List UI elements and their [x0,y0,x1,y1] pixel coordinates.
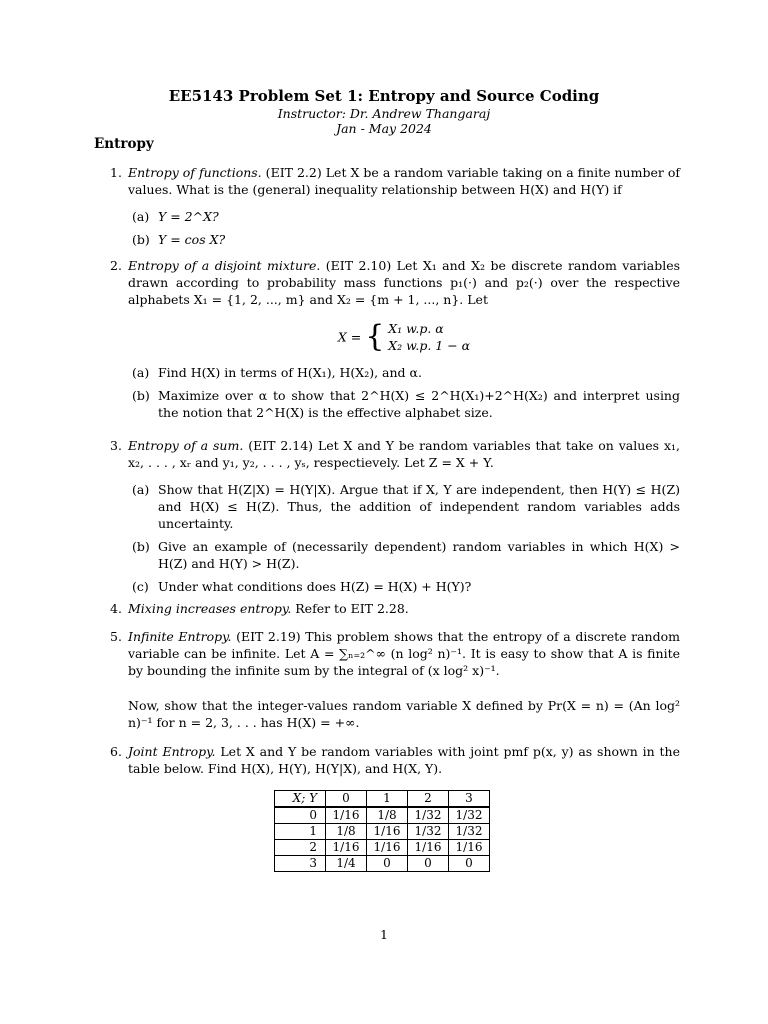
table-row [275,856,490,872]
table-cell: 1/8 [326,824,367,840]
part-text: Show that H(Z|X) = H(Y|X). Argue that if X, Y are independent, then H(Y) ≤ H(Z) and H(X) ≤ H(Z). Thus, the addition of independent random variables adds uncertainty. [158,482,680,531]
table-cell: 1/16 [449,840,490,856]
document-title: EE5143 Problem Set 1: Entropy and Source Coding [168,87,600,105]
table-cell: 1/32 [449,824,490,840]
table-row [275,840,490,856]
brace-icon: { [365,319,385,354]
problem-title: Joint Entropy. [128,744,216,759]
problem-part [128,387,680,421]
problem-text: (EIT 2.10) Let X₁ and X₂ be discrete random variables drawn according to probability mass functions p₁(·) and p₂(·) over the respective alphabets X₁ = {1, 2, ..., m} and X₂ = {m + 1, ..., n}. Let [128,258,681,307]
part-text: Y = cos X? [158,232,226,247]
part-text: Give an example of (necessarily dependent) random variables in which H(X) > H(Z) and H(Y) > H(Z). [158,539,680,571]
problem-5 [112,628,680,731]
problem-title: Entropy of a disjoint mixture. [128,258,321,273]
part-text: Y = 2^X? [158,209,219,224]
problem-6 [112,743,680,777]
part-text: Maximize over α to show that 2^H(X) ≤ 2^H(X₁)+2^H(X₂) and interpret using the notion that 2^H(X) is the effective alphabet size. [158,388,680,420]
problem-part [128,208,680,225]
problem-text: Refer to EIT 2.28. [291,601,409,616]
table-row [275,824,490,840]
part-label: (b) [132,539,150,554]
table-corner-cell: X; Y [275,791,326,808]
table-column-header: 1 [367,791,408,808]
problem-4 [112,600,680,617]
piecewise-equation [128,320,680,354]
table-header-row [275,791,490,808]
table-cell: 0 [408,856,449,872]
table-row-header: 3 [275,856,326,872]
term-line: Jan - May 2024 [336,121,432,136]
problem-title: Infinite Entropy. [128,629,232,644]
problem-title: Entropy of functions. [128,165,262,180]
problem-number: 3. [110,438,122,453]
problem-2 [112,257,680,421]
table-row-header: 2 [275,840,326,856]
problem-3 [112,437,680,595]
problem-part [128,578,680,595]
part-label: (a) [132,482,150,497]
table-cell: 0 [367,856,408,872]
part-label: (c) [132,579,149,594]
problem-number: 2. [110,258,122,273]
table-cell: 1/16 [367,840,408,856]
problem-part [128,538,680,572]
page-number: 1 [380,927,388,942]
problem-1 [112,164,680,248]
problem-part [128,481,680,532]
table-cell: 1/16 [408,840,449,856]
problem-text: Let X and Y be random variables with joint pmf p(x, y) as shown in the table below. Find H(X), H(Y), H(Y|X), and H(X, Y). [128,744,680,776]
table-cell: 1/32 [408,824,449,840]
table-cell: 1/8 [367,807,408,824]
table-column-header: 3 [449,791,490,808]
problem-number: 1. [110,165,122,180]
equation-lhs: X = [337,329,362,345]
problem-title: Mixing increases entropy. [128,601,292,616]
equation-case-2: X₂ w.p. 1 − α [388,338,471,353]
table-cell: 1/32 [408,807,449,824]
part-label: (a) [132,209,150,224]
problem-text-continued: Now, show that the integer-values random variable X defined by Pr(X = n) = (An log² n)⁻¹ for n = 2, 3, . . . has H(X) = +∞. [128,698,680,730]
problem-text: (EIT 2.19) This problem shows that the entropy of a discrete random variable can be infinite. Let A = ∑ₙ₌₂^∞ (n log² n)⁻¹. It is easy to show that A is finite by bounding the infinite sum by the integral of (x log² x)⁻¹. [128,629,680,678]
instructor-line: Instructor: Dr. Andrew Thangaraj [277,106,491,121]
table-column-header: 0 [326,791,367,808]
part-text: Find H(X) in terms of H(X₁), H(X₂), and α. [158,365,422,380]
table-cell: 1/16 [326,807,367,824]
table-row-header: 1 [275,824,326,840]
section-heading: Entropy [94,136,154,152]
table-column-header: 2 [408,791,449,808]
table-cell: 1/4 [326,856,367,872]
problem-text: (EIT 2.14) Let X and Y be random variables that take on values x₁, x₂, . . . , xᵣ and y₁, y₂, . . . , yₛ, respectievely. Let Z = X + Y. [128,438,680,470]
part-label: (a) [132,365,150,380]
problem-number: 4. [110,601,122,616]
table-cell: 1/16 [326,840,367,856]
problem-part [128,231,680,248]
problem-text: (EIT 2.2) Let X be a random variable taking on a finite number of values. What is the (general) inequality relationship between H(X) and H(Y) if [128,165,681,197]
table-cell: 1/16 [367,824,408,840]
table-row-header: 0 [275,807,326,824]
problem-part [128,364,680,381]
part-label: (b) [132,232,150,247]
equation-case-1: X₁ w.p. α [388,321,444,336]
part-label: (b) [132,388,150,403]
problem-title: Entropy of a sum. [128,438,244,453]
joint-pmf-table [274,790,490,872]
table-row [275,807,490,824]
problem-number: 6. [110,744,122,759]
table-cell: 1/32 [449,807,490,824]
table-cell: 0 [449,856,490,872]
part-text: Under what conditions does H(Z) = H(X) + H(Y)? [158,579,472,594]
problem-number: 5. [110,629,122,644]
